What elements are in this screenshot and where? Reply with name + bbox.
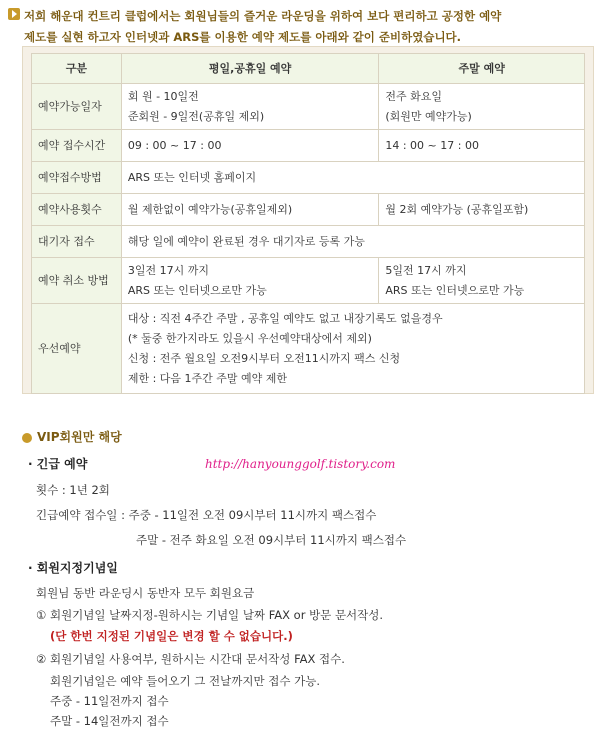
row-label: 예약 접수시간 xyxy=(32,130,122,162)
anniversary-item-2-line-1: 회원기념일은 예약 들어오기 그 전날까지만 접수 가능. xyxy=(50,674,320,688)
cell-line: ARS 또는 인터넷으로만 가능 xyxy=(385,283,525,297)
emergency-count: 횟수 : 1년 2회 xyxy=(36,483,110,497)
reservation-table-box xyxy=(22,46,594,394)
cell-line: (* 둘중 한가지라도 있을시 우선예약대상에서 제외) xyxy=(127,331,372,345)
cell-line: 전주 화요일 xyxy=(385,89,442,103)
anniversary-title: · 회원지정기념일 xyxy=(28,561,118,575)
cell-line: 3일전 17시 까지 xyxy=(127,263,209,277)
intro-line-2: 제도를 실현 하고자 인터넷과 ARS를 이용한 예약 제도를 아래와 같이 준비하였습니다. xyxy=(24,30,462,44)
cell-weekday: 월 제한없이 예약가능(공휴일제외) xyxy=(121,194,379,226)
row-label: 예약가능일자 xyxy=(32,84,122,130)
row-label: 예약 취소 방법 xyxy=(32,258,122,304)
reservation-table xyxy=(31,53,585,394)
cell-weekday xyxy=(121,258,379,304)
vip-title-text: VIP회원만 해당 xyxy=(37,430,122,444)
anniversary-item-1-note: (단 한번 지정된 기념일은 변경 할 수 없습니다.) xyxy=(50,629,293,643)
cell-weekend: 14 : 00 ~ 17 : 00 xyxy=(379,130,585,162)
table-row xyxy=(32,304,585,394)
table-row xyxy=(32,194,585,226)
table-row xyxy=(32,258,585,304)
arrow-icon xyxy=(8,8,20,20)
emergency-line-1: 긴급예약 접수일 : 주중 - 11일전 오전 09시부터 11시까지 팩스접수 xyxy=(36,508,377,522)
vip-section-title xyxy=(22,428,122,445)
cell-weekday xyxy=(121,84,379,130)
table-row xyxy=(32,130,585,162)
row-label: 예약사용횟수 xyxy=(32,194,122,226)
intro-notice xyxy=(8,6,608,48)
blog-url[interactable]: http://hanyounggolf.tistory.com xyxy=(205,457,396,471)
row-label: 대기자 접수 xyxy=(32,226,122,258)
anniversary-item-2: ② 회원기념일 사용여부, 원하시는 시간대 문서작성 FAX 접수. xyxy=(36,652,345,666)
emergency-line-2: 주말 - 전주 화요일 오전 09시부터 11시까지 팩스접수 xyxy=(136,533,407,547)
table-row xyxy=(32,84,585,130)
anniversary-item-1: ① 회원기념일 날짜지정-원하시는 기념일 날짜 FAX or 방문 문서작성. xyxy=(36,608,384,622)
table-row xyxy=(32,162,585,194)
cell-line: 대상 : 직전 4주간 주말 , 공휴일 예약도 없고 내장기록도 없을경우 xyxy=(127,311,443,325)
cell-line: 신청 : 전주 월요일 오전9시부터 오전11시까지 팩스 신청 xyxy=(127,351,401,365)
cell-weekend xyxy=(379,258,585,304)
row-label: 예약접수방법 xyxy=(32,162,122,194)
cell-line: 회 원 - 10일전 xyxy=(127,89,199,103)
bullet-icon xyxy=(22,433,32,443)
cell-weekday: 09 : 00 ~ 17 : 00 xyxy=(121,130,379,162)
anniversary-desc: 회원님 동반 라운딩시 동반자 모두 회원요금 xyxy=(36,586,255,600)
header-weekday: 평일,공휴일 예약 xyxy=(121,54,379,84)
cell-line: 제한 : 다음 1주간 주말 예약 제한 xyxy=(127,371,288,385)
table-row xyxy=(32,226,585,258)
cell-weekend xyxy=(379,84,585,130)
intro-line-1: 저희 해운대 컨트리 클럽에서는 회원님들의 즐거운 라운딩을 위하여 보다 편리하고 공정한 예약 xyxy=(24,9,502,23)
cell-value: 해당 일에 예약이 완료된 경우 대기자로 등록 가능 xyxy=(121,226,584,258)
cell-value xyxy=(121,304,584,394)
cell-line: 5일전 17시 까지 xyxy=(385,263,467,277)
table-header-row xyxy=(32,54,585,84)
cell-value: ARS 또는 인터넷 홈페이지 xyxy=(121,162,584,194)
cell-weekend: 월 2회 예약가능 (공휴일포함) xyxy=(379,194,585,226)
anniversary-item-2-line-3: 주말 - 14일전까지 접수 xyxy=(50,714,169,728)
row-label: 우선예약 xyxy=(32,304,122,394)
header-weekend: 주말 예약 xyxy=(379,54,585,84)
cell-line: 준회원 - 9일전(공휴일 제외) xyxy=(127,109,265,123)
cell-line: (회원만 예약가능) xyxy=(385,109,472,123)
cell-line: ARS 또는 인터넷으로만 가능 xyxy=(127,283,267,297)
header-category: 구분 xyxy=(32,54,122,84)
emergency-title: · 긴급 예약 xyxy=(28,457,88,471)
anniversary-item-2-line-2: 주중 - 11일전까지 접수 xyxy=(50,694,169,708)
